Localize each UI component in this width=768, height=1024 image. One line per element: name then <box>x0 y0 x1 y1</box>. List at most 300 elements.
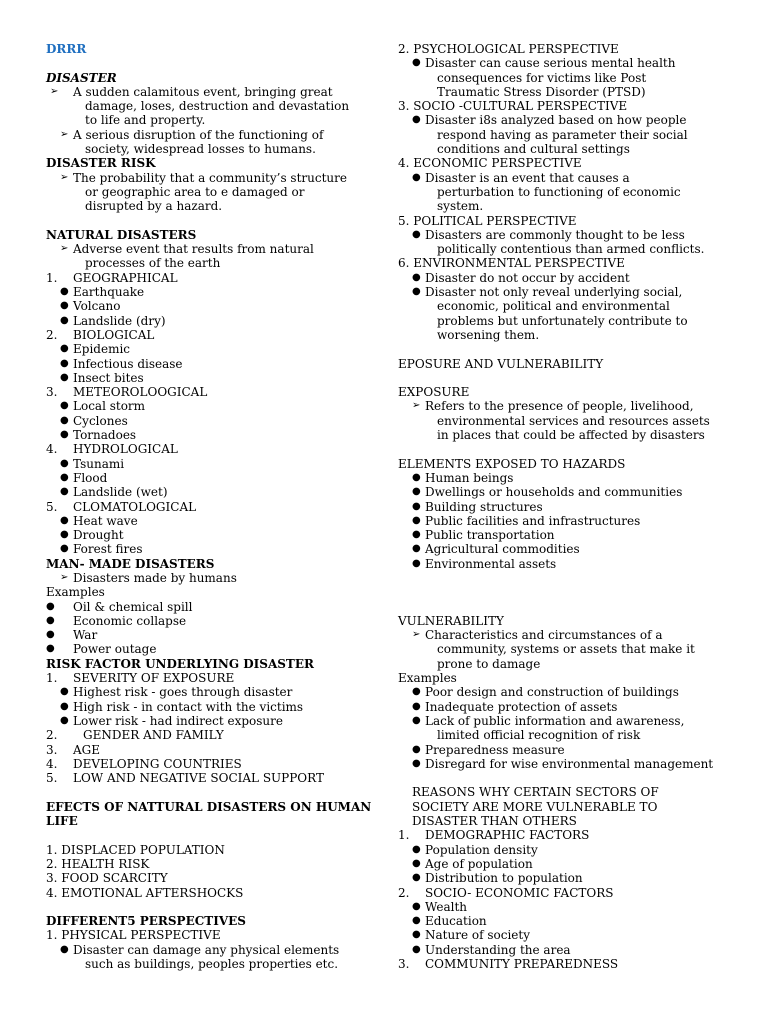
line-text: DISASTER THAN OTHERS <box>412 814 577 829</box>
line-text: Epidemic <box>73 342 130 357</box>
blank-line <box>46 785 376 799</box>
line-text: Disaster can cause serious mental health <box>425 56 676 71</box>
round-bullet-icon: ● <box>60 314 69 326</box>
round-bullet-icon: ● <box>46 629 55 641</box>
blank-line <box>46 828 376 842</box>
heading-line <box>46 814 376 828</box>
round-bullet-icon: ● <box>412 57 421 69</box>
line-text: Local storm <box>73 399 146 414</box>
list-item <box>398 399 728 413</box>
list-number: 5. <box>46 499 58 514</box>
line-text: Disaster not only reveal underlying social, <box>425 285 683 300</box>
text-line <box>46 199 376 213</box>
text-line <box>398 728 728 742</box>
list-item <box>46 671 376 685</box>
line-text: SEVERITY OF EXPOSURE <box>73 671 235 686</box>
round-bullet-icon: ● <box>412 929 421 941</box>
line-text: prone to damage <box>437 656 541 671</box>
line-text: DISASTER RISK <box>46 156 156 171</box>
list-item <box>398 514 728 528</box>
list-item <box>46 414 376 428</box>
line-text: Lower risk - had indirect exposure <box>73 713 283 728</box>
round-bullet-icon: ● <box>60 471 69 483</box>
line-text: Economic collapse <box>73 613 187 628</box>
heading-line <box>46 657 376 671</box>
text-line <box>398 328 728 342</box>
round-bullet-icon: ● <box>412 700 421 712</box>
round-bullet-icon: ● <box>60 371 69 383</box>
line-text: Tornadoes <box>73 428 137 443</box>
line-text: GEOGRAPHICAL <box>73 270 178 285</box>
text-line <box>46 585 376 599</box>
list-item <box>46 743 376 757</box>
list-item <box>46 771 376 785</box>
line-text: Insect bites <box>73 370 144 385</box>
line-text: VULNERABILITY <box>398 613 504 628</box>
list-item <box>46 285 376 299</box>
list-item <box>46 371 376 385</box>
line-text: environmental services and resources assets <box>437 413 710 428</box>
line-text: limited official recognition of risk <box>437 728 641 743</box>
blank-line <box>46 56 376 70</box>
line-text: such as buildings, peoples properties etc. <box>85 957 339 971</box>
text-line <box>398 800 728 814</box>
text-line <box>398 671 728 685</box>
list-item <box>46 328 376 342</box>
line-text: REASONS WHY CERTAIN SECTORS OF <box>412 785 659 800</box>
list-number: 2. <box>46 728 58 743</box>
round-bullet-icon: ● <box>60 357 69 369</box>
text-line <box>46 843 376 857</box>
list-item <box>398 757 728 771</box>
line-text: EPOSURE AND VULNERABILITY <box>398 356 604 371</box>
line-text: Agricultural commodities <box>425 542 580 557</box>
list-number: 1. <box>46 671 58 686</box>
heading-line <box>46 800 376 814</box>
list-item <box>398 528 728 542</box>
text-line <box>46 857 376 871</box>
round-bullet-icon: ● <box>60 343 69 355</box>
line-text: system. <box>437 199 484 214</box>
line-text: HYDROLOGICAL <box>73 442 178 457</box>
list-number: 3. <box>46 742 58 757</box>
line-text: METEOROLOOGICAL <box>73 385 208 400</box>
list-item <box>398 542 728 556</box>
line-text: BIOLOGICAL <box>73 327 155 342</box>
line-text: Understanding the area <box>425 942 571 957</box>
text-line <box>46 957 376 971</box>
line-text: Disaster do not occur by accident <box>425 270 630 285</box>
line-text: consequences for victims like Post <box>437 70 647 85</box>
blank-line <box>398 600 728 614</box>
line-text: Building structures <box>425 499 543 514</box>
list-item <box>46 442 376 456</box>
line-text: The probability that a community’s structure <box>73 170 347 185</box>
line-text: Cyclones <box>73 413 128 428</box>
list-item <box>398 957 728 971</box>
line-text: Distribution to population <box>425 871 583 886</box>
line-text: Forest fires <box>73 542 143 557</box>
line-text: Environmental assets <box>425 556 557 571</box>
text-line <box>398 214 728 228</box>
line-text: Nature of society <box>425 928 530 943</box>
text-line <box>398 657 728 671</box>
line-text: Public facilities and infrastructures <box>425 513 641 528</box>
line-text: economic, political and environmental <box>437 299 670 314</box>
arrow-bullet-icon: ➢ <box>60 243 69 255</box>
line-text: conditions and cultural settings <box>437 142 630 157</box>
list-item <box>398 914 728 928</box>
line-text: Poor design and construction of buildings <box>425 685 679 700</box>
heading-line <box>46 228 376 242</box>
round-bullet-icon: ● <box>60 300 69 312</box>
line-text: Traumatic Stress Disorder (PTSD) <box>437 84 646 99</box>
round-bullet-icon: ● <box>60 486 69 498</box>
line-text: High risk - in contact with the victims <box>73 699 304 714</box>
list-item <box>398 828 728 842</box>
list-item <box>46 714 376 728</box>
list-item <box>398 943 728 957</box>
text-line <box>398 99 728 113</box>
list-item <box>398 843 728 857</box>
round-bullet-icon: ● <box>412 543 421 555</box>
list-item <box>398 871 728 885</box>
line-text: 1. PHYSICAL PERSPECTIVE <box>46 928 221 943</box>
line-text: 2. PSYCHOLOGICAL PERSPECTIVE <box>398 42 619 56</box>
round-bullet-icon: ● <box>412 714 421 726</box>
text-line <box>398 314 728 328</box>
line-text: A serious disruption of the functioning of <box>73 127 324 142</box>
line-text: SOCIO- ECONOMIC FACTORS <box>425 885 614 900</box>
line-text: society, widespread losses to humans. <box>85 142 316 157</box>
blank-line <box>398 371 728 385</box>
list-item <box>46 500 376 514</box>
line-text: Disregard for wise environmental management <box>425 756 714 771</box>
line-text: Characteristics and circumstances of a <box>425 628 663 643</box>
arrow-bullet-icon: ➢ <box>412 400 421 412</box>
round-bullet-icon: ● <box>60 714 69 726</box>
line-text: Oil & chemical spill <box>73 599 193 614</box>
round-bullet-icon: ● <box>412 943 421 955</box>
line-text: DEMOGRAPHIC FACTORS <box>425 828 590 843</box>
line-text: respond having as parameter their social <box>437 127 688 142</box>
line-text: Age of population <box>425 856 533 871</box>
list-item <box>46 642 376 656</box>
line-text: problems but unfortunately contribute to <box>437 313 688 328</box>
text-line <box>398 785 728 799</box>
text-line <box>46 99 376 113</box>
round-bullet-icon: ● <box>412 514 421 526</box>
list-item <box>46 514 376 528</box>
line-text: Landslide (wet) <box>73 485 168 500</box>
line-text: disrupted by a hazard. <box>85 199 223 214</box>
line-text: 6. ENVIRONMENTAL PERSPECTIVE <box>398 256 625 271</box>
line-text: politically contentious than armed conflicts. <box>437 242 705 257</box>
text-line <box>46 256 376 270</box>
line-text: A sudden calamitous event, bringing great <box>73 84 333 99</box>
line-text: LOW AND NEGATIVE SOCIAL SUPPORT <box>73 771 324 786</box>
round-bullet-icon: ● <box>412 500 421 512</box>
line-text: perturbation to functioning of economic <box>437 184 681 199</box>
text-line <box>398 642 728 656</box>
line-text: Preparedness measure <box>425 742 565 757</box>
list-item <box>398 500 728 514</box>
text-line <box>398 156 728 170</box>
line-text: COMMUNITY PREPAREDNESS <box>425 957 619 971</box>
line-text: Wealth <box>425 899 467 914</box>
list-item <box>398 471 728 485</box>
text-line <box>398 299 728 313</box>
line-text: Human beings <box>425 470 514 485</box>
line-text: Disasters are commonly thought to be less <box>425 227 685 242</box>
round-bullet-icon: ● <box>46 600 55 612</box>
line-text: Examples <box>398 671 457 686</box>
line-text: DISASTER <box>46 70 117 85</box>
list-item <box>46 528 376 542</box>
line-text: EXPOSURE <box>398 385 470 400</box>
round-bullet-icon: ● <box>60 514 69 526</box>
arrow-bullet-icon: ➢ <box>60 571 69 583</box>
line-text: Power outage <box>73 642 157 657</box>
blank-line <box>398 771 728 785</box>
list-item <box>46 314 376 328</box>
line-text: to life and property. <box>85 113 206 128</box>
list-item <box>398 557 728 571</box>
round-bullet-icon: ● <box>412 557 421 569</box>
text-line <box>46 142 376 156</box>
line-text: 3. FOOD SCARCITY <box>46 871 168 886</box>
line-text: 1. DISPLACED POPULATION <box>46 842 225 857</box>
arrow-bullet-icon: ➢ <box>60 171 69 183</box>
blank-line <box>398 442 728 456</box>
list-item <box>46 399 376 413</box>
list-item <box>398 714 728 728</box>
round-bullet-icon: ● <box>412 872 421 884</box>
heading-line <box>46 557 376 571</box>
blank-line <box>46 214 376 228</box>
line-text: DEVELOPING COUNTRIES <box>73 756 242 771</box>
list-item <box>46 614 376 628</box>
line-text: Inadequate protection of assets <box>425 699 618 714</box>
list-number: 4. <box>46 756 58 771</box>
line-text: Volcano <box>73 299 121 314</box>
blank-line <box>398 571 728 585</box>
round-bullet-icon: ● <box>412 471 421 483</box>
text-line <box>46 871 376 885</box>
round-bullet-icon: ● <box>60 457 69 469</box>
arrow-bullet-icon: ➢ <box>412 629 421 641</box>
list-item <box>46 943 376 957</box>
right-column <box>398 42 728 971</box>
list-item <box>398 271 728 285</box>
line-text: RISK FACTOR UNDERLYING DISASTER <box>46 656 314 671</box>
list-item <box>398 928 728 942</box>
list-item <box>46 485 376 499</box>
round-bullet-icon: ● <box>412 171 421 183</box>
blank-line <box>46 900 376 914</box>
line-text: Disaster can damage any physical elements <box>73 942 340 957</box>
line-text: SOCIETY ARE MORE VULNERABLE TO <box>412 799 658 814</box>
line-text: or geographic area to e damaged or <box>85 184 305 199</box>
text-line <box>398 414 728 428</box>
list-item <box>398 628 728 642</box>
round-bullet-icon: ● <box>412 271 421 283</box>
line-text: CLOMATOLOGICAL <box>73 499 197 514</box>
list-number: 1. <box>46 270 58 285</box>
line-text: Disaster i8s analyzed based on how people <box>425 113 687 128</box>
list-item <box>398 685 728 699</box>
list-item <box>46 385 376 399</box>
round-bullet-icon: ● <box>60 286 69 298</box>
line-text: Infectious disease <box>73 356 183 371</box>
line-text: Public transportation <box>425 528 555 543</box>
text-line <box>398 357 728 371</box>
line-text: processes of the earth <box>85 256 221 271</box>
text-line <box>398 814 728 828</box>
line-text: Dwellings or households and communities <box>425 485 683 500</box>
text-line <box>398 614 728 628</box>
heading-line <box>46 156 376 170</box>
line-text: Disaster is an event that causes a <box>425 170 630 185</box>
list-number: 2. <box>398 885 410 900</box>
line-text: ELEMENTS EXPOSED TO HAZARDS <box>398 456 626 471</box>
list-item <box>46 757 376 771</box>
blank-line <box>398 585 728 599</box>
line-text: GENDER AND FAMILY <box>83 728 224 743</box>
heading-line <box>46 71 376 85</box>
arrow-bullet-icon: ➢ <box>50 85 59 97</box>
list-item <box>398 113 728 127</box>
round-bullet-icon: ● <box>60 943 69 955</box>
list-item <box>46 299 376 313</box>
line-text: damage, loses, destruction and devastation <box>85 99 350 114</box>
round-bullet-icon: ● <box>412 743 421 755</box>
line-text: Flood <box>73 470 108 485</box>
round-bullet-icon: ● <box>412 114 421 126</box>
round-bullet-icon: ● <box>60 543 69 555</box>
list-item <box>46 700 376 714</box>
line-text: Heat wave <box>73 513 138 528</box>
list-item <box>398 285 728 299</box>
round-bullet-icon: ● <box>412 915 421 927</box>
round-bullet-icon: ● <box>412 843 421 855</box>
list-item <box>46 85 376 99</box>
text-line <box>398 185 728 199</box>
text-line <box>398 385 728 399</box>
list-item <box>46 571 376 585</box>
line-text: Education <box>425 914 487 929</box>
line-text: Landslide (dry) <box>73 313 166 328</box>
round-bullet-icon: ● <box>412 529 421 541</box>
text-line <box>46 928 376 942</box>
round-bullet-icon: ● <box>60 429 69 441</box>
round-bullet-icon: ● <box>46 614 55 626</box>
round-bullet-icon: ● <box>412 286 421 298</box>
text-line <box>46 185 376 199</box>
list-item <box>398 228 728 242</box>
line-text: Highest risk - goes through disaster <box>73 685 293 700</box>
text-line <box>398 428 728 442</box>
line-text: 4. EMOTIONAL AFTERSHOCKS <box>46 885 244 900</box>
list-item <box>46 457 376 471</box>
blank-line <box>398 342 728 356</box>
list-item <box>398 900 728 914</box>
list-item <box>46 428 376 442</box>
text-line <box>398 256 728 270</box>
round-bullet-icon: ● <box>60 529 69 541</box>
list-item <box>46 242 376 256</box>
list-number: 1. <box>398 828 410 843</box>
line-text: Examples <box>46 585 105 600</box>
list-item <box>46 171 376 185</box>
list-item <box>398 56 728 70</box>
line-text: MAN- MADE DISASTERS <box>46 556 215 571</box>
list-item <box>46 342 376 356</box>
text-line <box>398 199 728 213</box>
line-text: 4. ECONOMIC PERSPECTIVE <box>398 156 582 171</box>
line-text: Lack of public information and awareness, <box>425 713 685 728</box>
list-number: 2. <box>46 327 58 342</box>
list-item <box>46 471 376 485</box>
text-line <box>398 142 728 156</box>
line-text: 2. HEALTH RISK <box>46 856 150 871</box>
line-text: Tsunami <box>73 456 125 471</box>
list-item <box>46 600 376 614</box>
line-text: Adverse event that results from natural <box>73 242 314 257</box>
list-item <box>46 128 376 142</box>
line-text: Refers to the presence of people, livelihood, <box>425 399 694 414</box>
text-line <box>398 85 728 99</box>
text-line <box>46 113 376 127</box>
list-number: 3. <box>46 385 58 400</box>
list-item <box>46 542 376 556</box>
list-item <box>46 357 376 371</box>
line-text: in places that could be affected by disasters <box>437 428 705 443</box>
line-text: Drought <box>73 528 124 543</box>
text-line <box>398 42 728 56</box>
line-text: 5. POLITICAL PERSPECTIVE <box>398 213 577 228</box>
line-text: NATURAL DISASTERS <box>46 227 197 242</box>
list-number: 3. <box>398 957 410 971</box>
text-line <box>398 71 728 85</box>
round-bullet-icon: ● <box>60 700 69 712</box>
round-bullet-icon: ● <box>412 486 421 498</box>
line-text: EFECTS OF NATTURAL DISASTERS ON HUMAN <box>46 799 372 814</box>
list-item <box>398 743 728 757</box>
list-item <box>46 628 376 642</box>
line-text: DRRR <box>46 42 87 56</box>
list-item <box>398 485 728 499</box>
list-number: 5. <box>46 771 58 786</box>
line-text: community, systems or assets that make it <box>437 642 695 657</box>
line-text: LIFE <box>46 814 78 829</box>
line-text: Disasters made by humans <box>73 570 237 585</box>
text-line <box>398 242 728 256</box>
heading-line <box>46 914 376 928</box>
text-line <box>46 886 376 900</box>
line-text: 3. SOCIO -CULTURAL PERSPECTIVE <box>398 99 628 114</box>
text-line <box>398 457 728 471</box>
list-item <box>398 857 728 871</box>
list-item <box>46 685 376 699</box>
list-item <box>398 886 728 900</box>
round-bullet-icon: ● <box>60 686 69 698</box>
arrow-bullet-icon: ➢ <box>60 128 69 140</box>
line-text: Earthquake <box>73 285 145 300</box>
round-bullet-icon: ● <box>60 400 69 412</box>
list-number: 4. <box>46 442 58 457</box>
line-text: Population density <box>425 842 538 857</box>
